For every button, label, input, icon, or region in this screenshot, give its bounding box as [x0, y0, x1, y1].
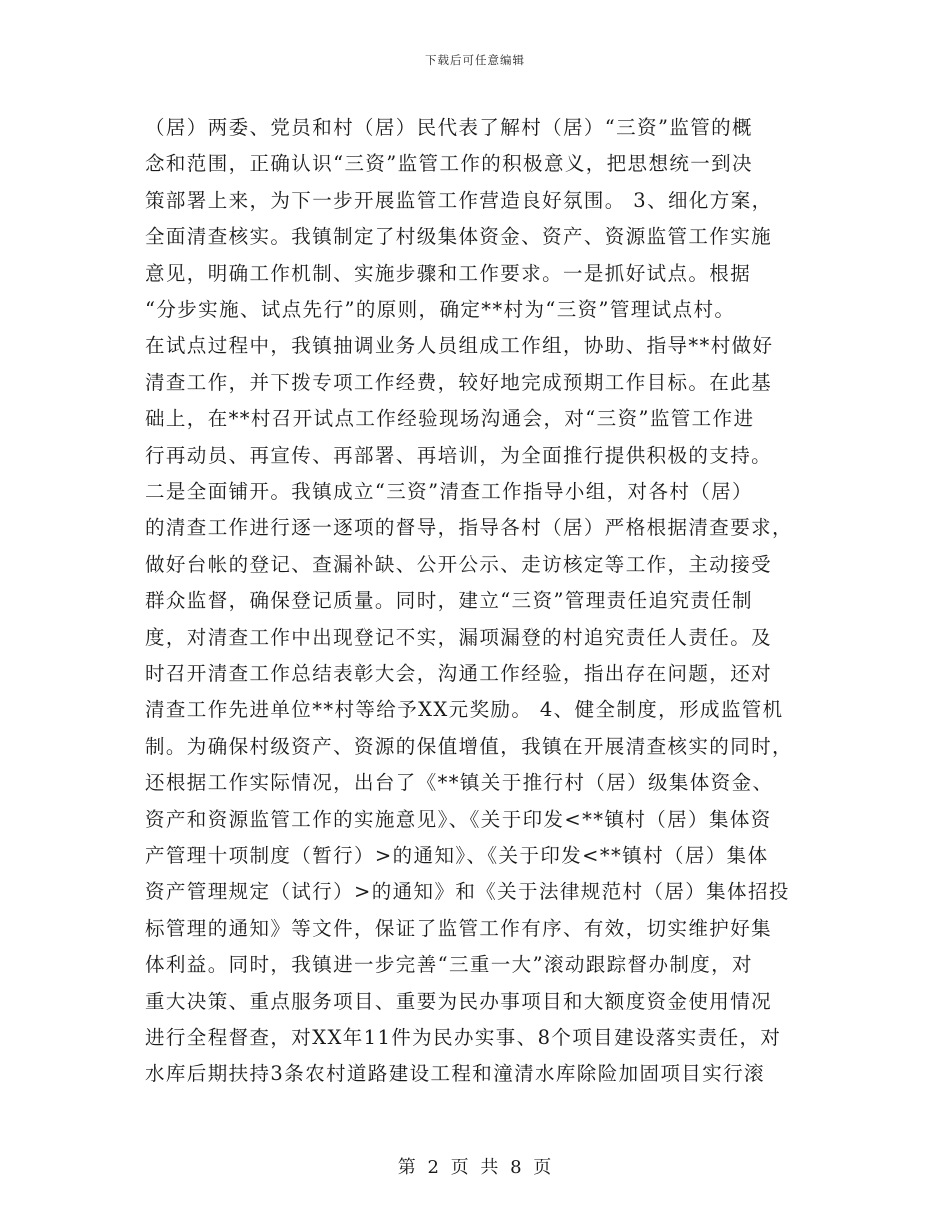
text-line: 清查工作先进单位**村等给予XX元奖励。 4、健全制度，形成监管机 [145, 698, 784, 722]
text-line: 时召开清查工作总结表彰大会，沟通工作经验，指出存在问题，还对 [145, 662, 773, 685]
page-header: 下载后可任意编辑 [425, 53, 525, 67]
text-line: 的清查工作进行逐一逐项的督导，指导各村（居）严格根据清查要求， [145, 516, 793, 540]
text-line: （居）两委、党员和村（居）民代表了解村（居）“三资”监管的概 [145, 116, 753, 139]
text-line: “分步实施、试点先行”的原则，确定**村为“三资”管理试点村。 [145, 298, 736, 321]
text-line: 二是全面铺开。我镇成立“三资”清查工作指导小组，对各村（居） [145, 480, 753, 503]
text-line: 础上，在**村召开试点工作经验现场沟通会，对“三资”监管工作进 [145, 407, 755, 431]
text-line: 念和范围，正确认识“三资”监管工作的积极意义，把思想统一到决 [145, 152, 753, 176]
page-footer: 第 2 页 共 8 页 [397, 1157, 553, 1178]
text-line: 资产管理规定（试行）>的通知》和《关于法律规范村（居）集体招投 [145, 880, 790, 904]
text-line: 策部署上来，为下一步开展监管工作营造良好氛围。 3、细化方案， [145, 188, 773, 212]
text-line: 标管理的通知》等文件，保证了监管工作有序、有效，切实维护好集 [145, 916, 773, 940]
text-line: 体利益。同时，我镇进一步完善“三重一大”滚动跟踪督办制度，对 [145, 953, 753, 977]
text-line: 资产和资源监管工作的实施意见》、《关于印发<**镇村（居）集体资 [145, 807, 772, 831]
text-line: 产管理十项制度（暂行）>的通知》、《关于印发<**镇村（居）集体 [145, 844, 769, 867]
text-line: 行再动员、再宣传、再部署、再培训，为全面推行提供积极的支持。 [145, 443, 773, 467]
text-line: 清查工作，并下拨专项工作经费，较好地完成预期工作目标。在此基 [145, 370, 773, 394]
text-line: 重大决策、重点服务项目、重要为民办事项目和大额度资金使用情况 [145, 989, 773, 1013]
text-line: 进行全程督查，对XX年11件为民办实事、8个项目建设落实责任，对 [145, 1026, 782, 1049]
text-line: 还根据工作实际情况，出台了《**镇关于推行村（居）级集体资金、 [145, 771, 774, 795]
text-line: 群众监督，确保登记质量。同时，建立“三资”管理责任追究责任制 [145, 589, 753, 613]
text-line: 全面清查核实。我镇制定了村级集体资金、资产、资源监管工作实施 [145, 225, 773, 249]
text-line: 度，对清查工作中出现登记不实，漏项漏登的村追究责任人责任。及 [145, 625, 773, 649]
text-line: 做好台帐的登记、查漏补缺、公开公示、走访核定等工作，主动接受 [145, 552, 773, 576]
text-line: 水库后期扶持3条农村道路建设工程和潼清水库除险加固项目实行滚 [145, 1062, 765, 1086]
text-line: 制。为确保村级资产、资源的保值增值，我镇在开展清查核实的同时， [145, 734, 793, 758]
text-line: 意见，明确工作机制、实施步骤和工作要求。一是抓好试点。根据 [145, 261, 752, 285]
text-line: 在试点过程中，我镇抽调业务人员组成工作组，协助、指导**村做好 [145, 334, 774, 358]
